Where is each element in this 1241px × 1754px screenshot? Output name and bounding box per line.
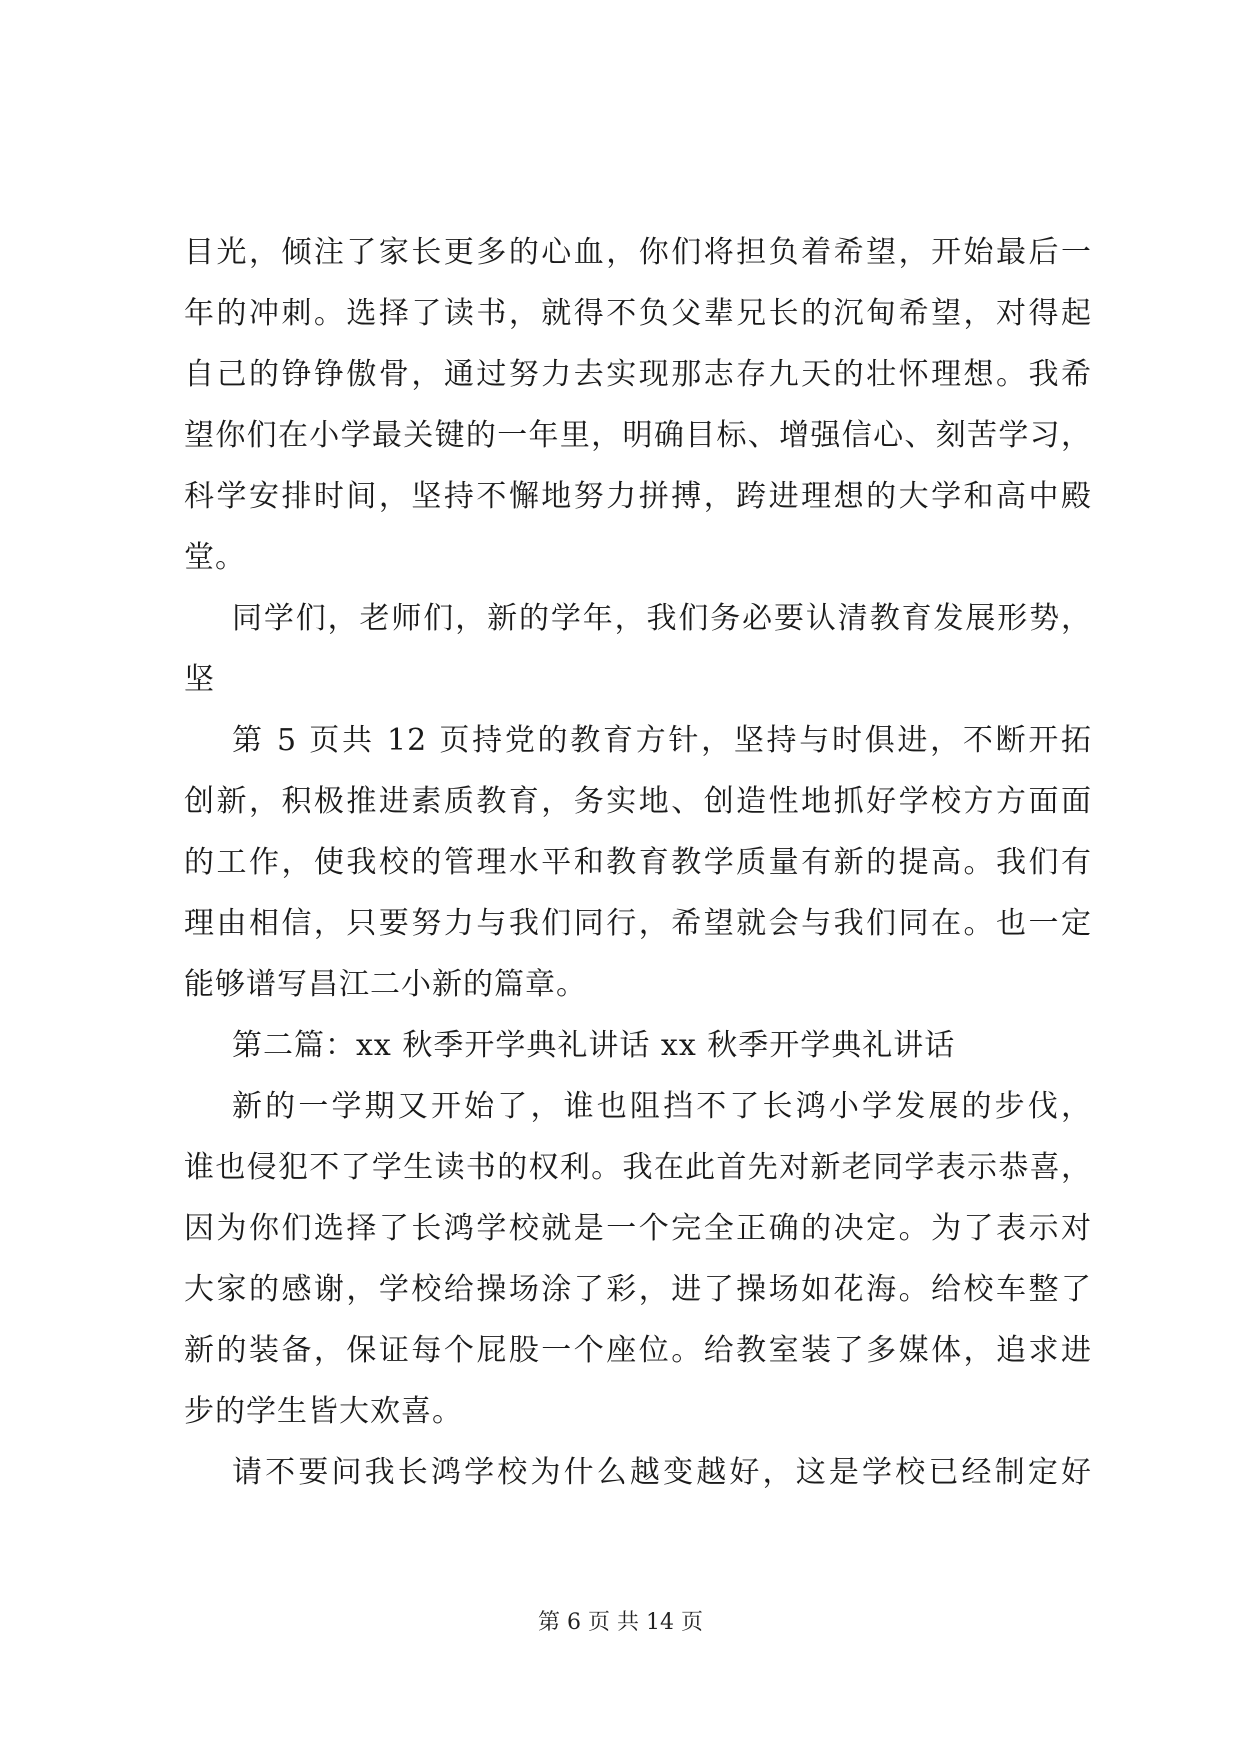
text-line: 第二篇：xx 秋季开学典礼讲话 xx 秋季开学典礼讲话 <box>232 1028 956 1063</box>
text-line: 望你们在小学最关键的一年里，明确目标、增强信心、刻苦学习， <box>184 418 1092 453</box>
text-line: 步的学生皆大欢喜。 <box>184 1394 463 1429</box>
text-line: 堂。 <box>184 540 246 575</box>
text-line: 第 5 页共 12 页持党的教育方针，坚持与时俱进，不断开拓 <box>232 723 1092 758</box>
text-line: 同学们，老师们，新的学年，我们务必要认清教育发展形势， <box>232 601 1092 636</box>
text-line: 科学安排时间，坚持不懈地努力拼搏，跨进理想的大学和高中殿 <box>184 479 1092 514</box>
text-line: 的工作，使我校的管理水平和教育教学质量有新的提高。我们有 <box>184 845 1092 880</box>
text-line: 自己的铮铮傲骨，通过努力去实现那志存九天的壮怀理想。我希 <box>184 357 1092 392</box>
text-line: 谁也侵犯不了学生读书的权利。我在此首先对新老同学表示恭喜， <box>184 1150 1092 1185</box>
text-line: 年的冲刺。选择了读书，就得不负父辈兄长的沉甸希望，对得起 <box>184 296 1092 331</box>
text-line: 新的装备，保证每个屁股一个座位。给教室装了多媒体，追求进 <box>184 1333 1092 1368</box>
text-line: 能够谱写昌江二小新的篇章。 <box>184 967 587 1002</box>
text-line: 坚 <box>184 662 215 697</box>
text-line: 理由相信，只要努力与我们同行，希望就会与我们同在。也一定 <box>184 906 1092 941</box>
text-line: 新的一学期又开始了，谁也阻挡不了长鸿小学发展的步伐， <box>232 1089 1092 1124</box>
text-line: 因为你们选择了长鸿学校就是一个完全正确的决定。为了表示对 <box>184 1211 1092 1246</box>
page-footer: 第 6 页 共 14 页 <box>538 1610 703 1635</box>
text-line: 大家的感谢，学校给操场涂了彩，进了操场如花海。给校车整了 <box>184 1272 1092 1307</box>
document-body <box>184 222 1092 1503</box>
text-line: 目光，倾注了家长更多的心血，你们将担负着希望，开始最后一 <box>184 235 1092 270</box>
text-line: 请不要问我长鸿学校为什么越变越好，这是学校已经制定好 <box>232 1455 1092 1490</box>
text-line: 创新，积极推进素质教育，务实地、创造性地抓好学校方方面面 <box>184 784 1092 819</box>
